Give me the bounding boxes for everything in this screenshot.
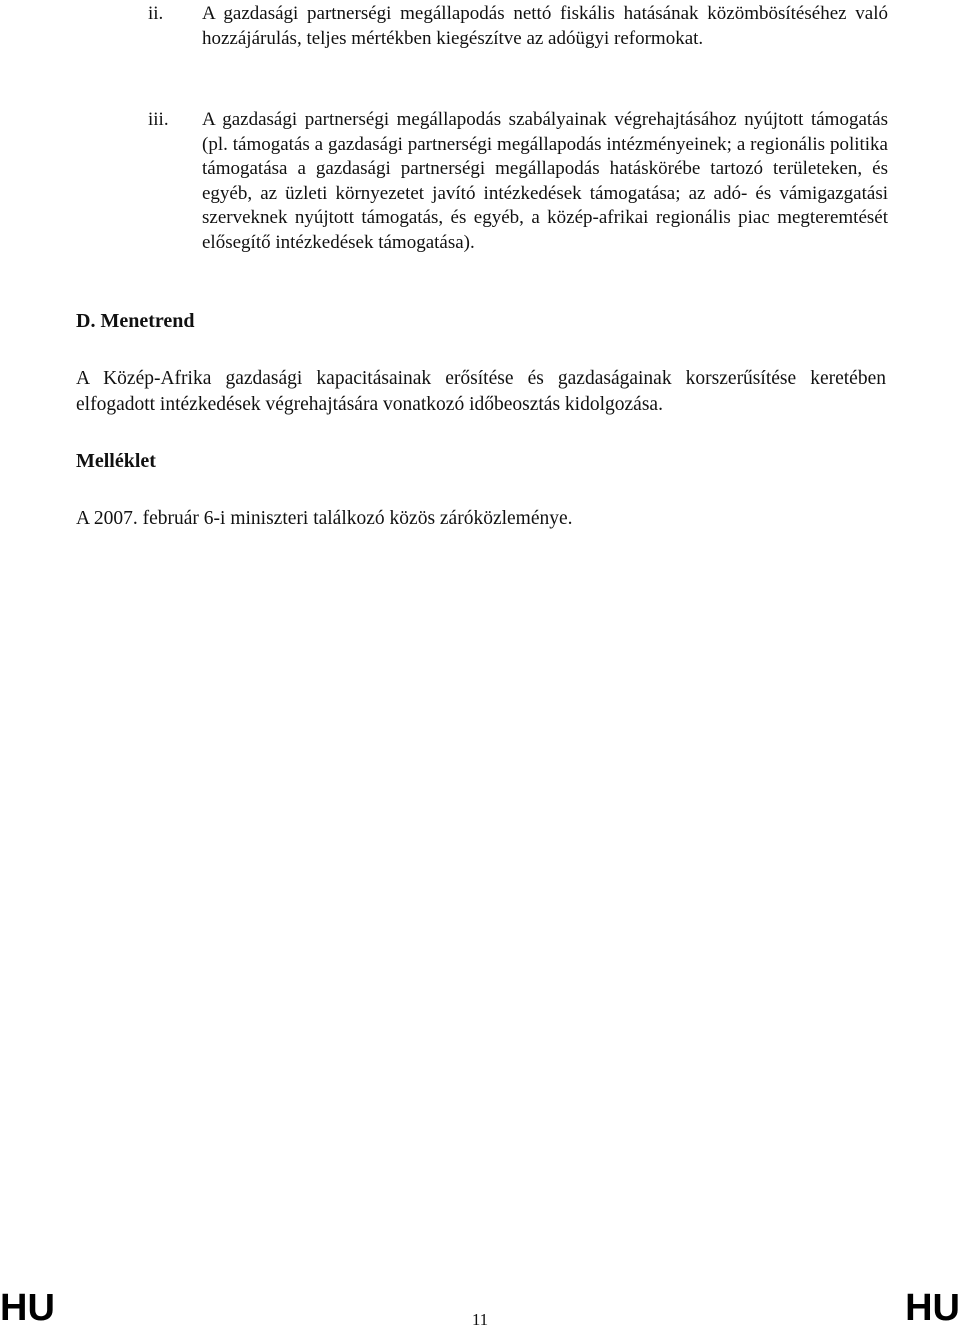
- page-number: 11: [471, 1310, 489, 1329]
- list-item-iii: [148, 108, 888, 255]
- annex-paragraph: A 2007. február 6-i miniszteri találkozó közös záróközleménye.: [76, 508, 573, 529]
- list-item-number: ii.: [148, 3, 164, 24]
- list-item-number: iii.: [148, 109, 169, 130]
- section-schedule-paragraph: A Közép-Afrika gazdasági kapacitásainak erősítése és gazdaságainak korszerűsítése keretében elfogadott intézkedések végrehajtására vonatkozó időbeosztás kidolgozása.: [76, 368, 886, 415]
- list-item-ii: [148, 2, 888, 51]
- list-item-text: A gazdasági partnerségi megállapodás nettó fiskális hatásának közömbösítéséhez való hozzájárulás, teljes mértékben kiegészítve az adóügyi reformokat.: [202, 3, 888, 49]
- section-heading-annex: Melléklet: [76, 450, 156, 472]
- list-item-text: A gazdasági partnerségi megállapodás szabályainak végrehajtásához nyújtott támogatás (pl. támogatás a gazdasági partnerségi megállapodás intézményeinek; a regionális politika támogatása a gazdasági partnerségi megállapodás hatáskörébe tartozó területeken, és egyéb, az üzleti környezetet javító intézkedések támogatása; az adó- és vámigazgatási szerveknek nyújtott támogatás, és egyéb, a közép-afrikai regionális piac megteremtését elősegítő intézkedések támogatása).: [202, 109, 888, 253]
- section-heading-schedule: D. Menetrend: [76, 310, 195, 332]
- footer-language-code-right: HU: [905, 1287, 960, 1329]
- footer-language-code-left: HU: [0, 1287, 55, 1329]
